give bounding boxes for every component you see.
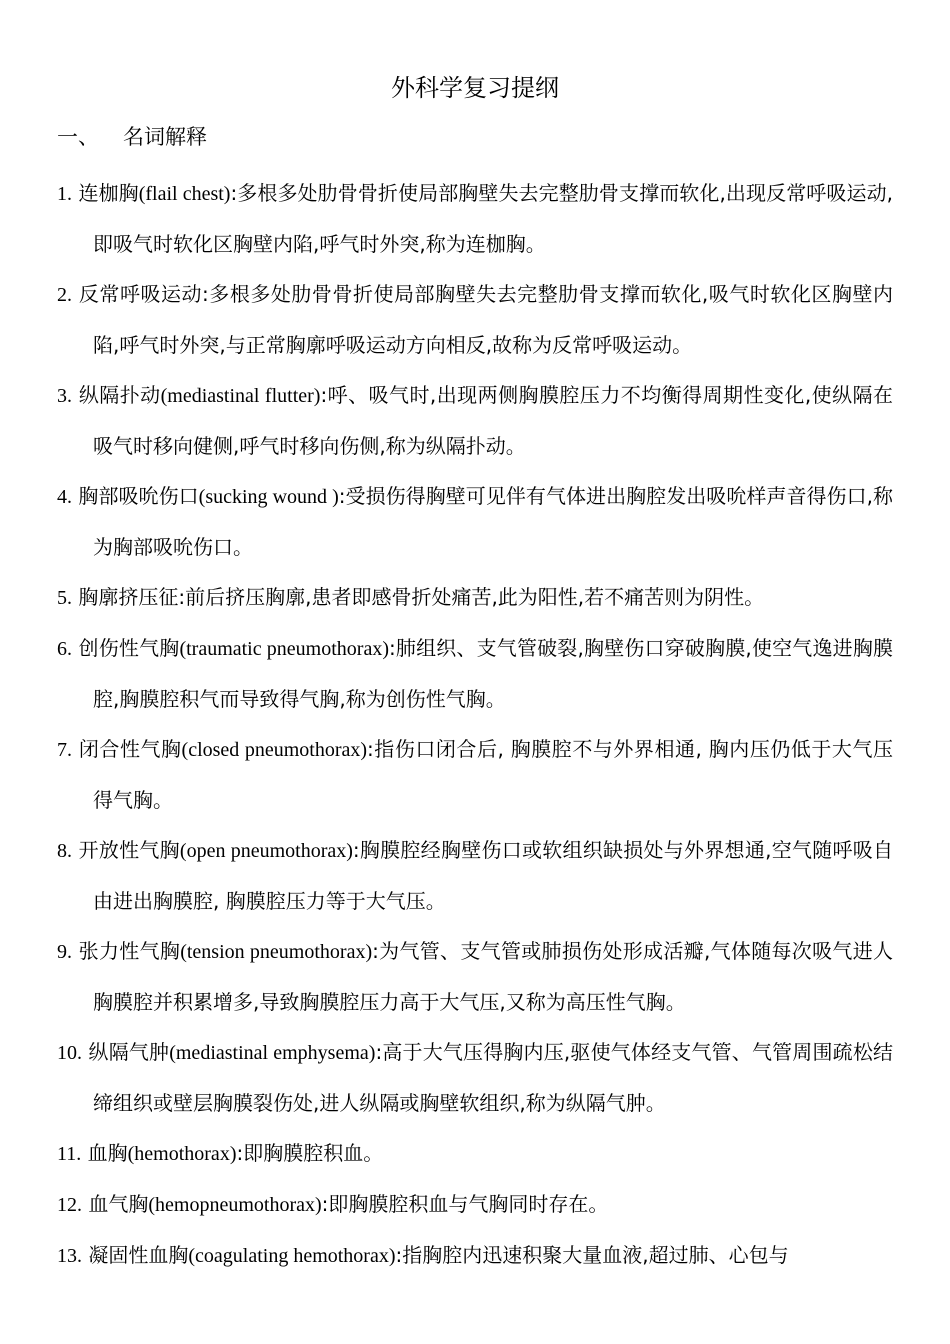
document-title: 外科学复习提纲 bbox=[391, 74, 559, 102]
entry-number: 8. bbox=[57, 840, 72, 862]
entry-term: 纵隔扑动 bbox=[78, 383, 161, 407]
entry-number: 11. bbox=[57, 1143, 82, 1165]
entry-term: 张力性气胸 bbox=[78, 939, 181, 963]
section-heading bbox=[57, 122, 207, 152]
entry-definition: :即胸膜腔积血与气胸同时存在。 bbox=[321, 1192, 609, 1216]
entry-number: 7. bbox=[57, 739, 72, 761]
definition-entry bbox=[57, 572, 893, 623]
entry-english-term: (hemopneumothorax) bbox=[148, 1194, 322, 1216]
definition-entry bbox=[57, 623, 893, 724]
entry-english-term: (mediastinal flutter) bbox=[160, 385, 321, 407]
entry-number: 5. bbox=[57, 587, 72, 609]
definition-entry bbox=[57, 269, 893, 370]
entry-term: 闭合性气胸 bbox=[78, 737, 182, 761]
entry-number: 2. bbox=[57, 284, 72, 306]
definition-entry bbox=[57, 1230, 893, 1281]
entry-english-term: (closed pneumothorax) bbox=[181, 739, 368, 761]
entry-definition: :受损伤得胸壁可见伴有气体进出胸腔发出吸吮样声音得伤口,称为胸部吸吮伤口。 bbox=[93, 484, 894, 559]
entry-definition: :即胸膜腔积血。 bbox=[236, 1141, 384, 1165]
section-number: 一、 bbox=[57, 125, 99, 149]
entry-term: 凝固性血胸 bbox=[88, 1243, 189, 1267]
entry-definition: :胸膜腔经胸壁伤口或软组织缺损处与外界想通,空气随呼吸自由进出胸膜腔, 胸膜腔压力等于大气压。 bbox=[93, 838, 893, 913]
entry-term: 创伤性气胸 bbox=[78, 636, 180, 660]
entry-english-term: (traumatic pneumothorax) bbox=[179, 638, 389, 660]
definition-list bbox=[57, 168, 893, 1281]
entry-term: 连枷胸 bbox=[78, 181, 139, 205]
entry-term: 纵隔气肿 bbox=[88, 1040, 170, 1064]
entry-english-term: (coagulating hemothorax) bbox=[188, 1245, 396, 1267]
entry-definition: :指伤口闭合后, 胸膜腔不与外界相通, 胸内压仍低于大气压得气胸。 bbox=[93, 737, 893, 812]
entry-number: 9. bbox=[57, 941, 72, 963]
definition-entry bbox=[57, 1128, 893, 1179]
definition-entry bbox=[57, 370, 893, 471]
entry-term: 胸部吸吮伤口 bbox=[78, 484, 199, 508]
entry-definition: :高于大气压得胸内压,驱使气体经支气管、气管周围疏松结缔组织或壁层胸膜裂伤处,进人纵隔或胸壁软组织,称为纵隔气肿。 bbox=[93, 1040, 893, 1115]
definition-entry bbox=[57, 825, 893, 926]
entry-number: 1. bbox=[57, 183, 72, 205]
entry-number: 12. bbox=[57, 1194, 82, 1216]
entry-english-term: (flail chest) bbox=[138, 183, 231, 205]
entry-definition: :呼、吸气时,出现两侧胸膜腔压力不均衡得周期性变化,使纵隔在吸气时移向健侧,呼气时移向伤侧,称为纵隔扑动。 bbox=[93, 383, 894, 458]
definition-entry bbox=[57, 926, 893, 1027]
entry-term: 血气胸 bbox=[88, 1192, 149, 1216]
entry-english-term: (tension pneumothorax) bbox=[180, 941, 373, 963]
entry-definition: :肺组织、支气管破裂,胸壁伤口穿破胸膜,使空气逸进胸膜腔,胸膜腔积气而导致得气胸,称为创伤性气胸。 bbox=[93, 636, 894, 711]
entry-english-term: (sucking wound ) bbox=[198, 486, 339, 508]
entry-number: 6. bbox=[57, 638, 72, 660]
definition-entry bbox=[57, 1027, 893, 1128]
entry-english-term: (mediastinal emphysema) bbox=[169, 1042, 376, 1064]
entry-definition: :多根多处肋骨骨折使局部胸壁失去完整肋骨支撑而软化,出现反常呼吸运动,即吸气时软化区胸壁内陷,呼气时外突,称为连枷胸。 bbox=[93, 181, 894, 256]
entry-term: 开放性气胸 bbox=[78, 838, 180, 862]
entry-definition: :指胸腔内迅速积聚大量血液,超过肺、心包与 bbox=[395, 1243, 789, 1267]
entry-term: 血胸 bbox=[87, 1141, 128, 1165]
entry-number: 13. bbox=[57, 1245, 82, 1267]
definition-entry bbox=[57, 471, 893, 572]
definition-entry bbox=[57, 724, 893, 825]
entry-definition: :前后挤压胸廓,患者即感骨折处痛苦,此为阳性,若不痛苦则为阴性。 bbox=[178, 585, 765, 609]
entry-number: 10. bbox=[57, 1042, 82, 1064]
entry-term: 胸廓挤压征 bbox=[78, 585, 179, 609]
entry-definition: :多根多处肋骨骨折使局部胸壁失去完整肋骨支撑而软化,吸气时软化区胸壁内陷,呼气时外突,与正常胸廓呼吸运动方向相反,故称为反常呼吸运动。 bbox=[93, 282, 893, 357]
definition-entry bbox=[57, 1179, 893, 1230]
entry-english-term: (open pneumothorax) bbox=[179, 840, 353, 862]
entry-term: 反常呼吸运动 bbox=[78, 282, 203, 306]
entry-definition: :为气管、支气管或肺损伤处形成活瓣,气体随每次吸气进人胸膜腔并积累增多,导致胸膜腔压力高于大气压,又称为高压性气胸。 bbox=[93, 939, 894, 1014]
entry-number: 3. bbox=[57, 385, 72, 407]
definition-entry bbox=[57, 168, 893, 269]
entry-english-term: (hemothorax) bbox=[127, 1143, 237, 1165]
entry-number: 4. bbox=[57, 486, 72, 508]
section-label: 名词解释 bbox=[123, 125, 207, 149]
